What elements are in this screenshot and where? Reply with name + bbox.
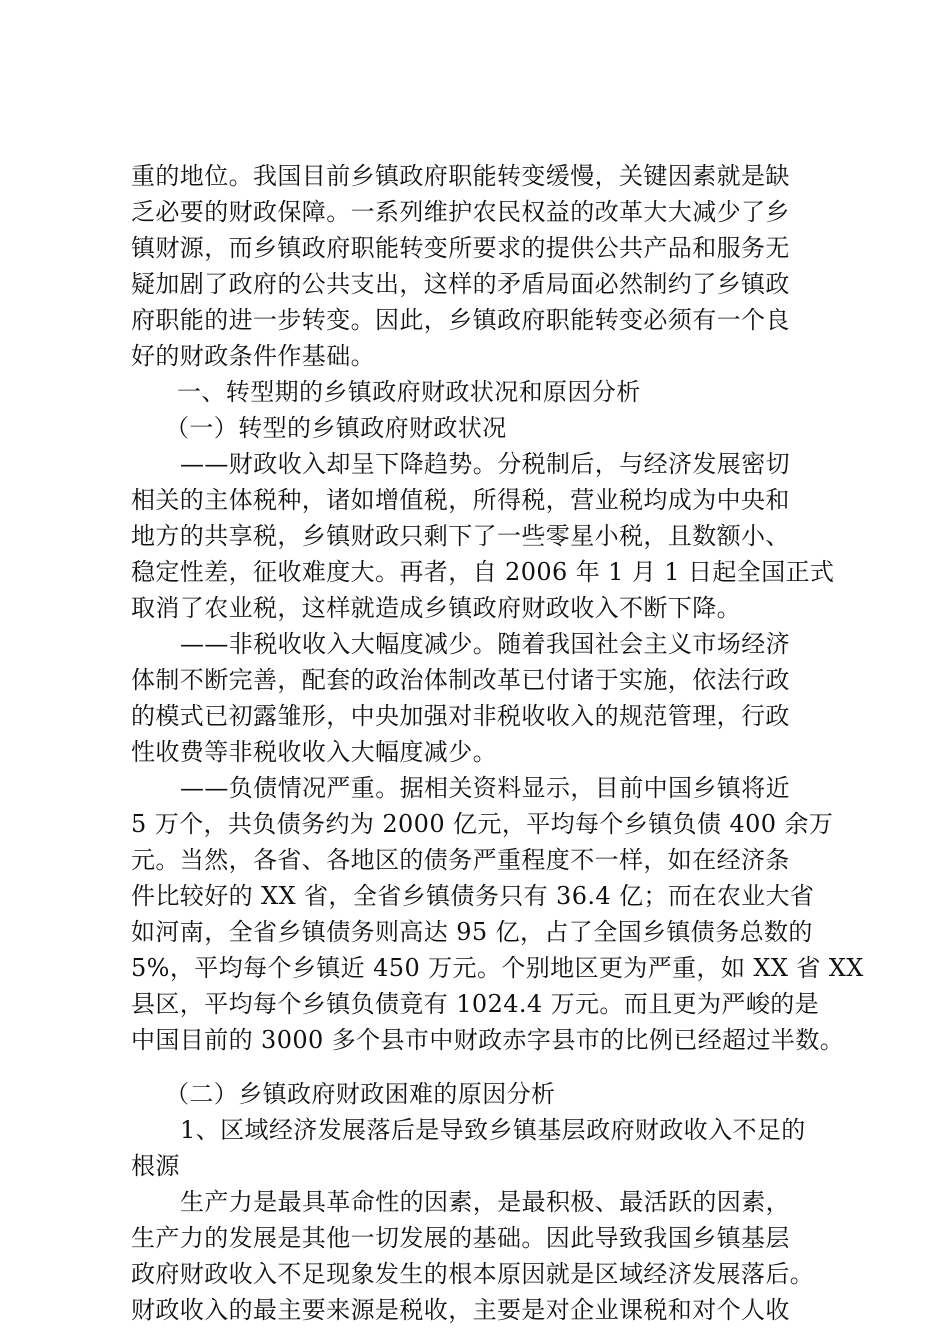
- text-line: 相关的主体税种，诸如增值税，所得税，营业税均成为中央和: [131, 486, 790, 514]
- text-line: 件比较好的 XX 省，全省乡镇债务只有 36.4 亿；而在农业大省: [131, 882, 815, 910]
- text-line: 如河南，全省乡镇债务则高达 95 亿，占了全国乡镇债务总数的: [131, 918, 813, 946]
- text-line: 体制不断完善，配套的政治体制改革已付诸于实施，依法行政: [131, 666, 790, 694]
- text-line: 县区，平均每个乡镇负债竟有 1024.4 万元。而且更为严峻的是: [131, 990, 820, 1018]
- text-line: ——财政收入却呈下降趋势。分税制后，与经济发展密切: [180, 450, 790, 478]
- text-line: 地方的共享税，乡镇财政只剩下了一些零星小税，且数额小、: [131, 522, 790, 550]
- text-line: 1、区域经济发展落后是导致乡镇基层政府财政收入不足的: [180, 1116, 806, 1144]
- text-line: 性收费等非税收收入大幅度减少。: [131, 738, 497, 766]
- text-line: 乏必要的财政保障。一系列维护农民权益的改革大大减少了乡: [131, 198, 790, 226]
- text-line: ——非税收收入大幅度减少。随着我国社会主义市场经济: [180, 630, 790, 658]
- text-line: 的模式已初露雏形，中央加强对非税收收入的规范管理，行政: [131, 702, 790, 730]
- text-line: 政府财政收入不足现象发生的根本原因就是区域经济发展落后。: [131, 1260, 815, 1288]
- text-line: 根源: [131, 1152, 180, 1180]
- text-line: 重的地位。我国目前乡镇政府职能转变缓慢，关键因素就是缺: [131, 162, 790, 190]
- text-line: 取消了农业税，这样就造成乡镇政府财政收入不断下降。: [131, 594, 741, 622]
- text-line: 稳定性差，征收难度大。再者，自 2006 年 1 月 1 日起全国正式: [131, 558, 835, 586]
- section-heading: 一、转型期的乡镇政府财政状况和原因分析: [177, 378, 641, 406]
- text-line: ——负债情况严重。据相关资料显示，目前中国乡镇将近: [180, 774, 790, 802]
- subsection-heading: （二）乡镇政府财政困难的原因分析: [165, 1080, 556, 1108]
- text-line: 生产力的发展是其他一切发展的基础。因此导致我国乡镇基层: [131, 1224, 790, 1252]
- text-line: 财政收入的最主要来源是税收，主要是对企业课税和对个人收: [131, 1296, 790, 1324]
- text-line: 生产力是最具革命性的因素，是最积极、最活跃的因素，: [180, 1188, 790, 1216]
- text-line: 好的财政条件作基础。: [131, 342, 375, 370]
- text-line: 镇财源，而乡镇政府职能转变所要求的提供公共产品和服务无: [131, 234, 790, 262]
- text-line: 5%，平均每个乡镇近 450 万元。个别地区更为严重，如 XX 省 XX: [131, 954, 864, 982]
- text-line: 5 万个，共负债务约为 2000 亿元，平均每个乡镇负债 400 余万: [131, 810, 834, 838]
- subsection-heading: （一）转型的乡镇政府财政状况: [165, 414, 507, 442]
- text-line: 中国目前的 3000 多个县市中财政赤字县市的比例已经超过半数。: [131, 1026, 845, 1054]
- text-line: 疑加剧了政府的公共支出，这样的矛盾局面必然制约了乡镇政: [131, 270, 790, 298]
- text-line: 元。当然，各省、各地区的债务严重程度不一样，如在经济条: [131, 846, 790, 874]
- text-line: 府职能的进一步转变。因此，乡镇政府职能转变必须有一个良: [131, 306, 790, 334]
